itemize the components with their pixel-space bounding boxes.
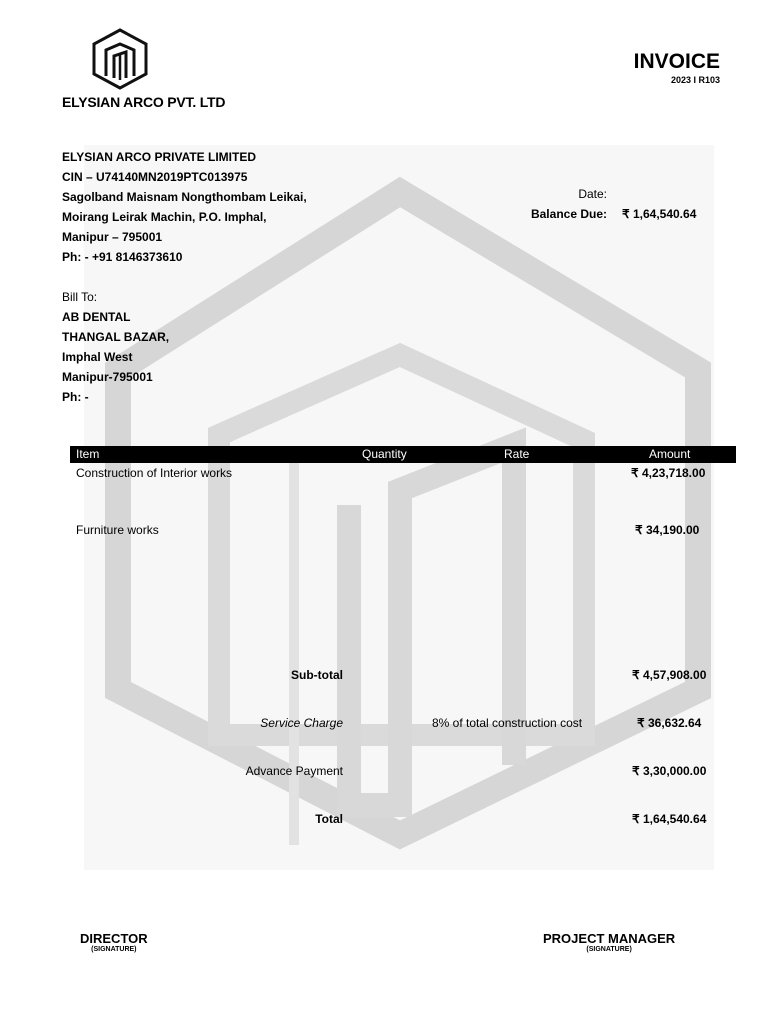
date-label: Date: xyxy=(578,187,607,201)
row-amount: ₹ 4,23,718.00 xyxy=(631,466,706,480)
bill-to-line: AB DENTAL xyxy=(62,310,131,324)
director-signature xyxy=(80,931,148,953)
invoice-number: 2023 I R103 xyxy=(670,75,720,85)
bill-to-line: Imphal West xyxy=(62,350,133,364)
address-line: Sagolband Maisnam Nongthombam Leikai, xyxy=(62,190,307,204)
director-title: DIRECTOR xyxy=(80,931,148,946)
service-charge-rate: 8% of total construction cost xyxy=(432,716,583,730)
balance-due-label: Balance Due: xyxy=(530,207,607,221)
balance-due-value: ₹ 1,64,540.64 xyxy=(622,207,697,221)
bill-to xyxy=(62,287,169,407)
building-logo-icon xyxy=(88,28,152,90)
bill-to-line: THANGAL BAZAR, xyxy=(62,330,170,344)
address-line: CIN – U74140MN2019PTC013975 xyxy=(62,170,248,184)
row-amount: ₹ 34,190.00 xyxy=(635,523,700,537)
bill-to-label: Bill To: xyxy=(62,290,98,304)
company-address xyxy=(62,147,307,267)
director-signature-caption: (SIGNATURE) xyxy=(91,946,137,953)
subtotal-value: ₹ 4,57,908.00 xyxy=(632,668,707,682)
service-charge-value: ₹ 36,632.64 xyxy=(637,716,702,730)
project-manager-signature xyxy=(543,931,675,953)
total-value: ₹ 1,64,540.64 xyxy=(632,812,707,826)
project-manager-title: PROJECT MANAGER xyxy=(543,931,676,946)
project-manager-signature-caption: (SIGNATURE) xyxy=(586,946,632,953)
bill-to-line: Manipur-795001 xyxy=(62,370,153,384)
subtotal-label: Sub-total xyxy=(291,668,343,682)
address-line: Ph: - +91 8146373610 xyxy=(62,250,183,264)
row-item: Construction of Interior works xyxy=(76,466,233,480)
table-header xyxy=(70,446,736,463)
advance-payment-label: Advance Payment xyxy=(245,764,343,778)
company-logo xyxy=(88,28,152,95)
company-name: ELYSIAN ARCO PVT. LTD xyxy=(62,94,226,110)
header-quantity: Quantity xyxy=(362,447,407,461)
address-line: Manipur – 795001 xyxy=(62,230,163,244)
header-item: Item xyxy=(76,447,100,461)
advance-payment-value: ₹ 3,30,000.00 xyxy=(632,764,707,778)
total-label: Total xyxy=(315,812,343,826)
service-charge-label: Service Charge xyxy=(260,716,343,730)
bill-to-line: Ph: - xyxy=(62,390,89,404)
header-amount: Amount xyxy=(649,447,691,461)
header-rate: Rate xyxy=(504,447,530,461)
address-line: Moirang Leirak Machin, P.O. Imphal, xyxy=(62,210,267,224)
address-line: ELYSIAN ARCO PRIVATE LIMITED xyxy=(62,150,257,164)
row-item: Furniture works xyxy=(76,523,159,537)
invoice-title: INVOICE xyxy=(633,50,720,73)
